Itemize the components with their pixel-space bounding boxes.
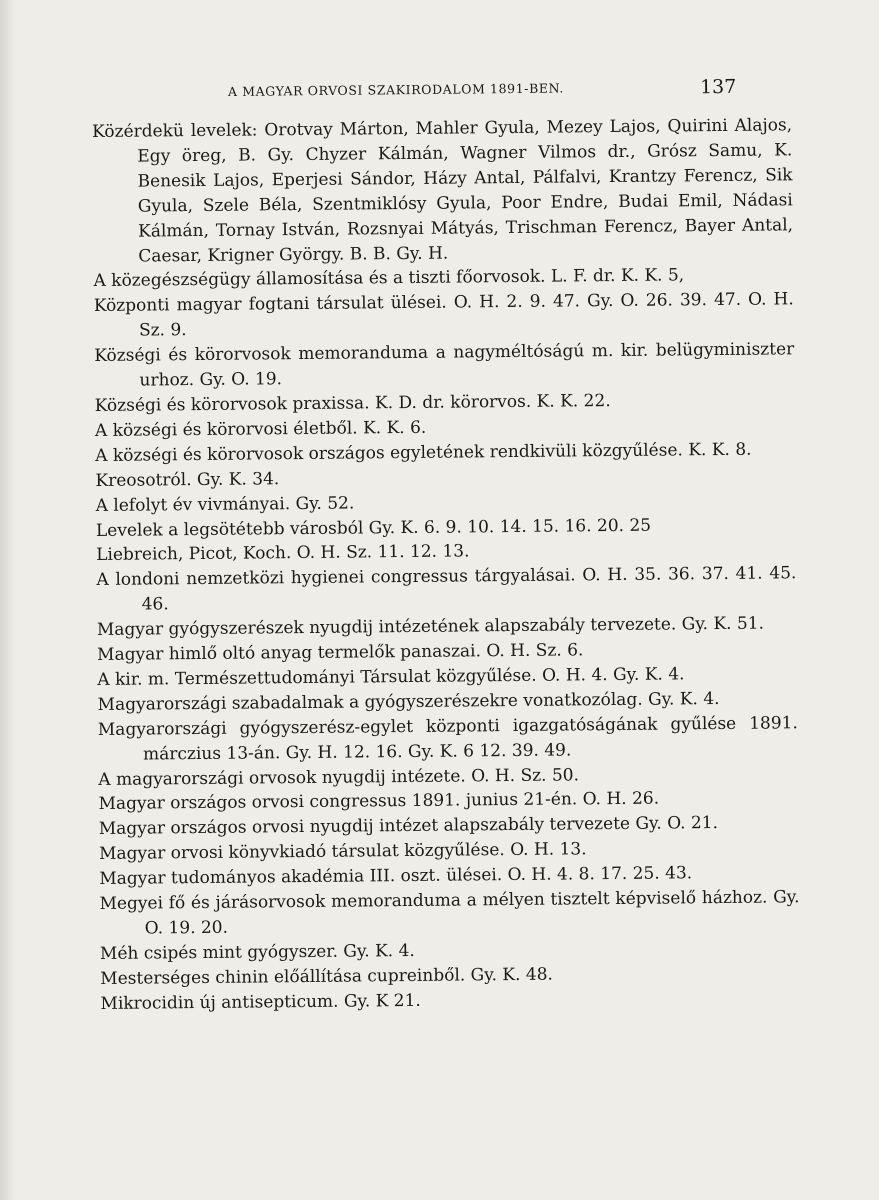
index-entry: A közegészségügy államosítása és a tiszti főorvosok. L. F. dr. K. K. 5, — [93, 265, 685, 292]
index-entry: A kir. m. Természettudományi Társulat közgyűlése. O. H. 4. Gy. K. 4. — [97, 664, 685, 690]
page-number: 137 — [699, 75, 737, 99]
index-entry: Magyar himlő oltó anyag termelők panaszai. O. H. Sz. 6. — [97, 640, 584, 666]
index-entry: Mesterséges chinin előállítása cupreinből. Gy. K. 48. — [100, 964, 554, 989]
running-title: A MAGYAR ORVOSI SZAKIRODALOM 1891-BEN. — [227, 80, 564, 99]
index-entry: Mikrocidin új antisepticum. Gy. K 21. — [100, 990, 421, 1014]
index-entry: Levelek a legsötétebb városból Gy. K. 6. 9. 10. 14. 15. 16. 20. 25 — [95, 515, 652, 541]
index-entry: Központi magyar fogtani társulat ülései. O. H. 2. 9. 47. Gy. O. 26. 39. 47. O. H. Sz. 9. — [93, 289, 794, 341]
index-entry: Megyei fő és járásorvosok memoranduma a mélyen tisztelt képviselő házhoz. Gy. O. 19. 20. — [99, 887, 800, 939]
index-entry: A községi és körorvosi életből. K. K. 6. — [94, 417, 427, 441]
index-entry: Magyar országos orvosi nyugdij intézet alapszabály tervezete Gy. O. 21. — [98, 813, 719, 840]
index-entry: A lefolyt év vivmányai. Gy. 52. — [95, 493, 355, 516]
index-entry: Méh csipés mint gyógyszer. Gy. K. 4. — [99, 940, 415, 964]
index-entry: A községi és körorvosok országos egyletének rendkivüli közgyűlése. K. K. 8. — [95, 439, 752, 466]
index-entry: Magyar tudományos akadémia III. oszt. ülései. O. H. 4. 8. 17. 25. 43. — [99, 863, 693, 890]
index-entry: Magyar országos orvosi congressus 1891. junius 21-én. O. H. 26. — [98, 789, 660, 815]
index-entry: Liebreich, Picot, Koch. O. H. Sz. 11. 12. 13. — [96, 541, 470, 566]
page-gutter-shadow — [0, 0, 16, 1200]
index-entry: A londoni nemzetközi hygienei congressus tárgyalásai. O. H. 35. 36. 37. 41. 45. 46. — [96, 563, 797, 615]
index-entry-list — [92, 113, 801, 1016]
index-entry: Magyar gyógyszerészek nyugdij intézetének alapszabály tervezete. Gy. K. 51. — [96, 613, 765, 641]
index-entry: Magyarországi gyógyszerész-egylet központi igazgatóságának gyűlése 1891. márczius 13-án. Gy. H. 12. 16. Gy. K. 6 12. 39. 49. — [97, 713, 798, 765]
index-entry: Községi és körorvosok praxissa. K. D. dr. körorvos. K. K. 22. — [94, 391, 611, 416]
index-entry: Közérdekü levelek: Orotvay Márton, Mahler Gyula, Mezey Lajos, Quirini Alajos, Egy öreg, B. Gy. Chyzer Kálmán, Wagner Vilmos dr., Grósz Samu, K. Benesik Lajos, Eperjesi Sándor, Házy Antal, Pálfalvi, Krantzy Ferencz, Sik Gyula, Szele Béla, Szentmiklósy Gyula, Poor Endre, Budai Emil, Nádasi Kálmán, Tornay István, Rozsnyai Mátyás, Trischman Ferencz, Bayer Antal, Caesar, Krigner György. B. B. Gy. H. — [92, 115, 794, 267]
index-entry: Községi és körorvosok memoranduma a nagyméltóságú m. kir. belügyminiszter urhoz. Gy. O. 19. — [94, 339, 795, 391]
index-entry: Magyarországi szabadalmak a gyógyszerészekre vonatkozólag. Gy. K. 4. — [97, 688, 720, 715]
index-entry: Magyar orvosi könyvkiadó társulat közgyűlése. O. H. 13. — [98, 839, 587, 865]
index-entry: A magyarországi orvosok nyugdij intézete. O. H. Sz. 50. — [98, 764, 580, 790]
page-header — [0, 72, 879, 108]
index-entry: Kreosotról. Gy. K. 34. — [95, 468, 280, 491]
